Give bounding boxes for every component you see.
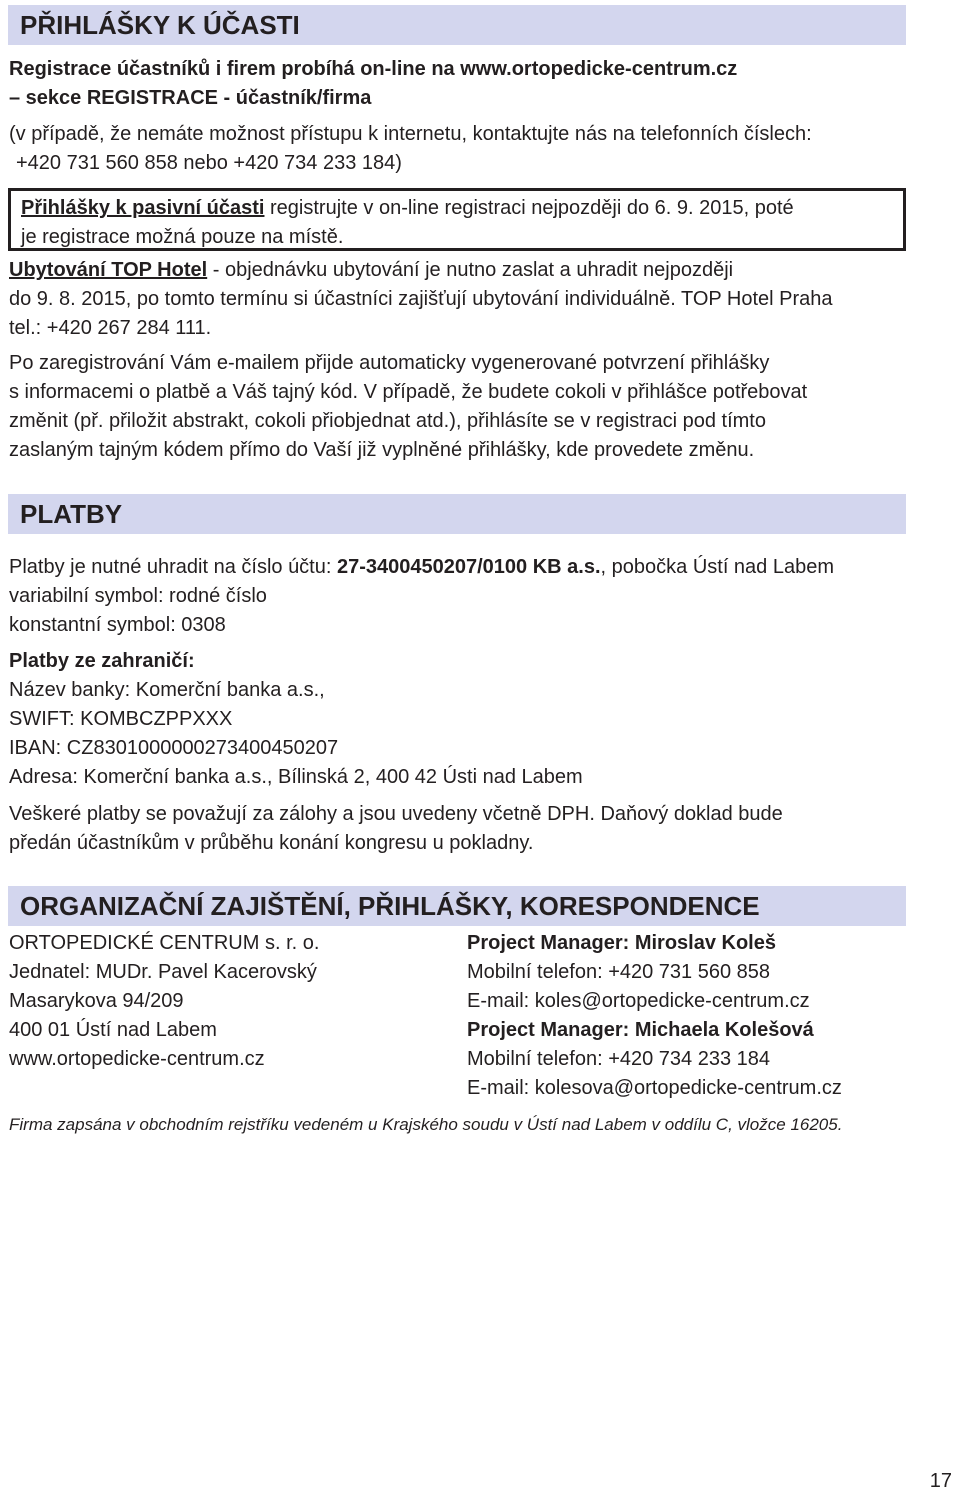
hotel-title: Ubytování TOP Hotel xyxy=(9,259,208,281)
payment-suffix: , pobočka Ústí nad Labem xyxy=(600,556,835,578)
pm2-email: E-mail: kolesova@ortopedicke-centrum.cz xyxy=(467,1077,842,1099)
org-line: Masarykova 94/209 xyxy=(9,990,184,1012)
payment-account: 27-3400450207/0100 KB a.s. xyxy=(336,556,601,578)
phone-line-2: +420 731 560 858 nebo +420 734 233 184) xyxy=(16,152,402,174)
registration-line-1: Registrace účastníků i firem probíhá on-line na www.ortopedicke-centrum.cz xyxy=(9,58,738,80)
after-registration-line-4: zaslaným tajným kódem přímo do Vaší již vyplněné přihlášky, kde provedete změnu. xyxy=(9,439,755,461)
section-heading-payments: PLATBY xyxy=(8,494,906,534)
pm1-phone: Mobilní telefon: +420 731 560 858 xyxy=(467,961,771,983)
bank-name: Název banky: Komerční banka a.s., xyxy=(9,679,325,701)
org-line: Jednatel: MUDr. Pavel Kacerovský xyxy=(9,961,317,983)
hotel-text: - objednávku ubytování je nutno zaslat a uhradit nejpozději xyxy=(207,259,734,281)
project-managers xyxy=(467,929,842,1103)
passive-registration-box xyxy=(8,188,906,251)
bank-address: Adresa: Komerční banka a.s., Bílinská 2, 400 42 Ústi nad Labem xyxy=(9,766,583,788)
organization-address xyxy=(9,929,319,1074)
payments-info xyxy=(9,553,919,858)
org-line: ORTOPEDICKÉ CENTRUM s. r. o. xyxy=(9,932,320,954)
vat-line-1: Veškeré platby se považují za zálohy a jsou uvedeny včetně DPH. Daňový doklad bude xyxy=(9,803,783,825)
passive-title: Přihlášky k pasivní účasti xyxy=(21,197,265,219)
passive-line-2: je registrace možná pouze na místě. xyxy=(21,226,344,248)
variable-symbol: variabilní symbol: rodné číslo xyxy=(9,585,267,607)
payment-prefix: Platby je nutné uhradit na číslo účtu: xyxy=(9,556,337,578)
hotel-info xyxy=(9,256,919,465)
abroad-title: Platby ze zahraničí: xyxy=(9,650,195,672)
registration-intro xyxy=(9,55,919,178)
vat-line-2: předán účastníkům v průběhu konání kongresu u pokladny. xyxy=(9,832,534,854)
phone-line-1: (v případě, že nemáte možnost přístupu k internetu, kontaktujte nás na telefonních číslech: xyxy=(9,123,812,145)
pm1-title: Project Manager: Miroslav Koleš xyxy=(467,932,776,954)
pm2-phone: Mobilní telefon: +420 734 233 184 xyxy=(467,1048,771,1070)
org-line: 400 01 Ústí nad Labem xyxy=(9,1019,217,1041)
passive-text: registrujte v on-line registraci nejpozději do 6. 9. 2015, poté xyxy=(264,197,794,219)
hotel-line-3: tel.: +420 267 284 111. xyxy=(9,317,212,339)
page-number: 17 xyxy=(929,1470,952,1492)
after-registration-line-3: změnit (př. přiložit abstrakt, cokoli přiobjednat atd.), přihlásíte se v registraci pod tímto xyxy=(9,410,766,432)
hotel-line-2: do 9. 8. 2015, po tomto termínu si účastníci zajišťují ubytování individuálně. TOP Hotel Praha xyxy=(9,288,833,310)
registration-line-2: – sekce REGISTRACE - účastník/firma xyxy=(9,87,372,109)
iban-code: IBAN: CZ8301000000273400450207 xyxy=(9,737,339,759)
org-website: www.ortopedicke-centrum.cz xyxy=(9,1048,265,1070)
swift-code: SWIFT: KOMBCZPPXXX xyxy=(9,708,233,730)
company-registration-note: Firma zapsána v obchodním rejstříku vedeném u Krajského soudu v Ústí nad Labem v oddílu C, vložce 16205. xyxy=(9,1115,843,1134)
section-heading-registration: PŘIHLÁŠKY K ÚČASTI xyxy=(8,5,906,45)
after-registration-line-2: s informacemi o platbě a Váš tajný kód. V případě, že budete cokoli v přihlášce potřebovat xyxy=(9,381,808,403)
after-registration-line-1: Po zaregistrování Vám e-mailem přijde automaticky vygenerované potvrzení přihlášky xyxy=(9,352,770,374)
section-heading-organization: ORGANIZAČNÍ ZAJIŠTĚNÍ, PŘIHLÁŠKY, KORESPONDENCE xyxy=(8,886,906,926)
pm2-title: Project Manager: Michaela Kolešová xyxy=(467,1019,814,1041)
pm1-email: E-mail: koles@ortopedicke-centrum.cz xyxy=(467,990,810,1012)
constant-symbol: konstantní symbol: 0308 xyxy=(9,614,226,636)
